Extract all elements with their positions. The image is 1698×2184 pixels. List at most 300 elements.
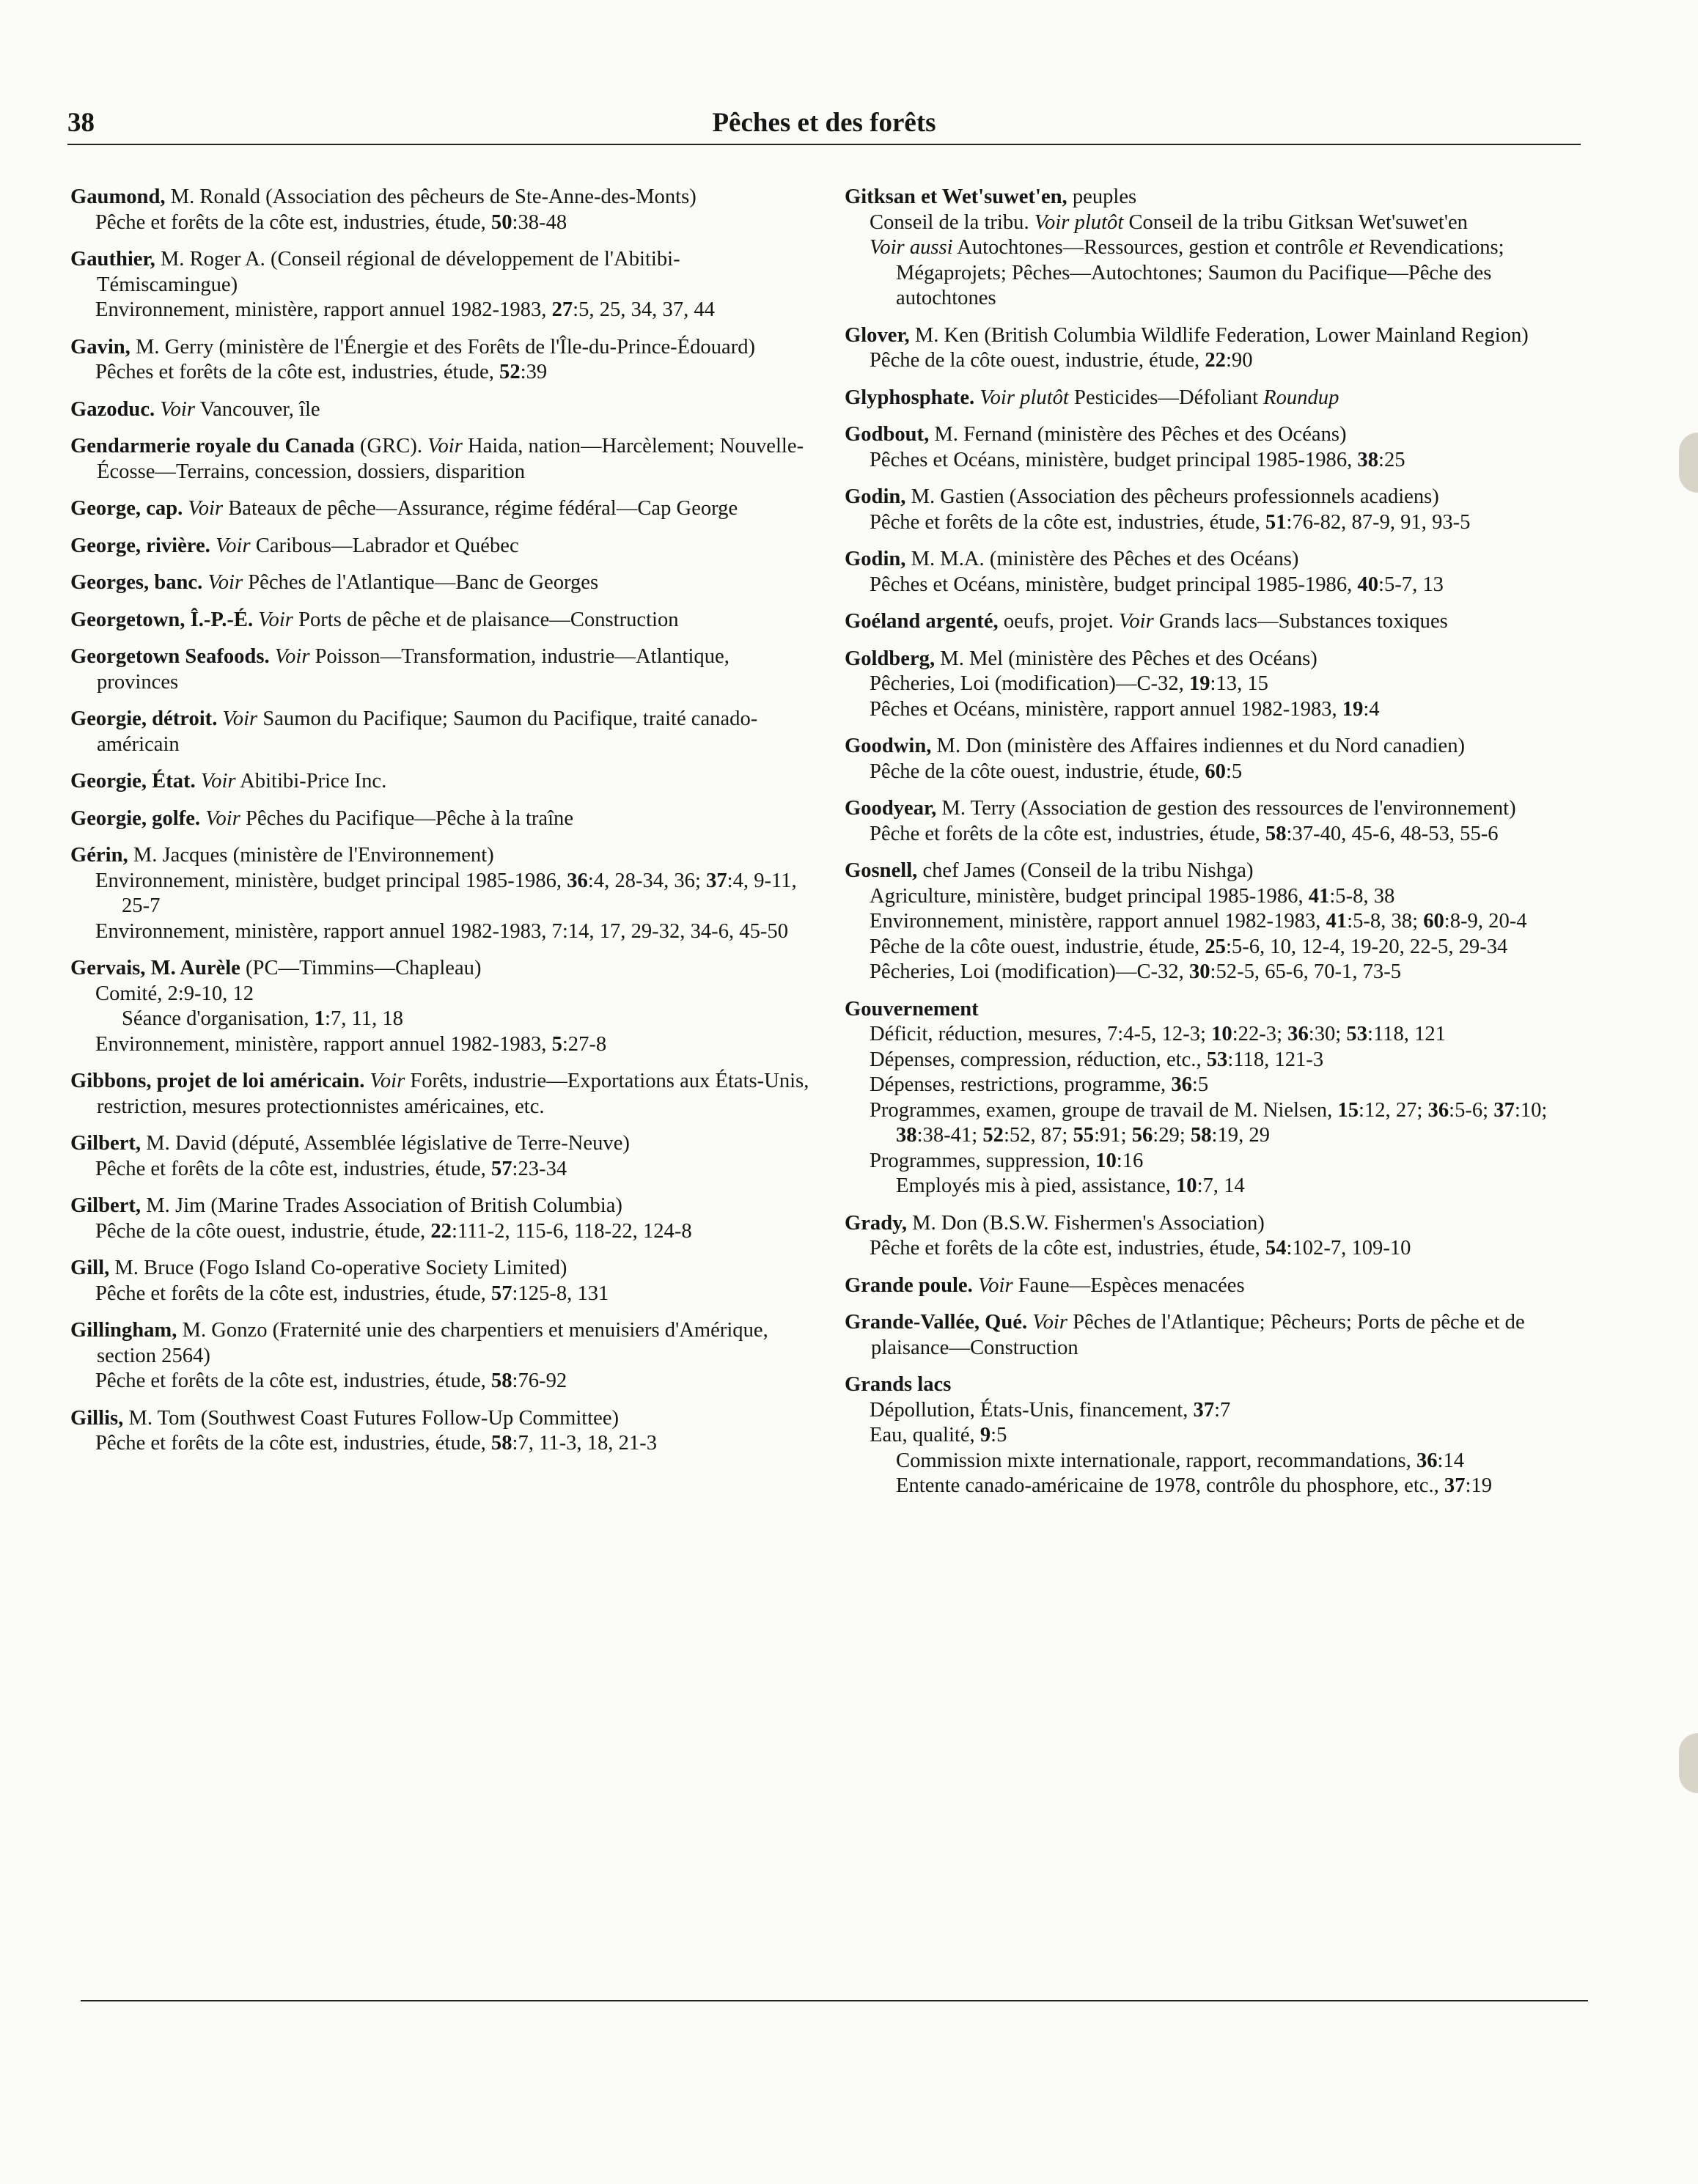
index-entry-heading <box>845 609 1587 635</box>
index-term: Gillis, <box>70 1406 124 1430</box>
index-text: :5-8, 38; <box>1347 910 1424 933</box>
index-term: Gouvernement <box>845 997 979 1021</box>
index-subsubentry <box>845 1474 1587 1499</box>
index-text: :102-7, 109-10 <box>1286 1237 1411 1260</box>
index-term: Godbout, <box>845 423 930 446</box>
footer-rule <box>81 2000 1588 2001</box>
index-entry-heading <box>845 1372 1587 1398</box>
index-term: 60 <box>1423 910 1444 933</box>
index-entry <box>845 323 1587 374</box>
index-term: Grande poule. <box>845 1273 973 1297</box>
index-entry-heading <box>70 956 811 982</box>
index-text: Haida, nation—Harcèlement; Nouvelle-Écosse—Terrains, concession, dossiers, disparition <box>97 435 804 483</box>
index-text: :25 <box>1378 448 1405 471</box>
index-term: Gillingham, <box>70 1319 177 1342</box>
index-text: oeufs, projet. <box>998 610 1120 633</box>
index-text: Grands lacs—Substances toxiques <box>1153 610 1448 633</box>
index-text: Caribous—Labrador et Québec <box>250 534 519 557</box>
index-term: 52 <box>982 1124 1004 1147</box>
index-term: 10 <box>1175 1174 1197 1197</box>
index-text: M. Gerry (ministère de l'Énergie et des Forêts de l'Île-du-Prince-Édouard) <box>130 335 756 359</box>
index-term: Georgetown, Î.-P.-É. <box>70 608 254 631</box>
index-text <box>196 770 201 793</box>
index-text: Ports de pêche et de plaisance—Construction <box>293 608 679 631</box>
index-term: 36 <box>567 869 588 892</box>
index-text: Pêche et forêts de la côte est, industries, étude, <box>95 210 491 234</box>
index-entry <box>70 1318 811 1394</box>
index-text: :38-41; <box>916 1124 983 1147</box>
index-entry-heading <box>70 434 811 485</box>
index-entry <box>845 997 1587 1199</box>
index-text: :125-8, 131 <box>512 1282 609 1305</box>
running-title: Pêches et des forêts <box>712 108 936 138</box>
index-text: Agriculture, ministère, budget principal 1985-1986, <box>870 884 1309 908</box>
index-text: :14 <box>1437 1449 1465 1472</box>
index-text: Pêches du Pacifique—Pêche à la traîne <box>240 806 574 830</box>
index-subentry <box>70 360 811 386</box>
index-entry <box>845 386 1587 411</box>
index-text: Comité, 2:9-10, 12 <box>95 982 254 1005</box>
index-text: :4, 9-11, 25-7 <box>122 869 797 917</box>
index-subsubentry <box>845 1174 1587 1199</box>
page-header <box>67 107 1581 142</box>
index-term: 25 <box>1205 935 1226 958</box>
index-text: :27-8 <box>562 1032 607 1056</box>
index-text: :12, 27; <box>1359 1098 1428 1122</box>
index-entry <box>845 485 1587 535</box>
index-term: Georgie, détroit. <box>70 707 218 730</box>
index-entry <box>845 185 1587 312</box>
index-text: :91; <box>1094 1124 1132 1147</box>
index-text: Environnement, ministère, rapport annuel 1982-1983, 7:14, 17, 29-32, 34-6, 45-50 <box>95 919 789 943</box>
index-term: 1 <box>314 1007 325 1030</box>
index-text: Saumon du Pacifique; Saumon du Pacifique, traité canado-américain <box>97 707 758 756</box>
index-text: :5 <box>1191 1073 1209 1096</box>
index-text: Pêches de l'Atlantique—Banc de Georges <box>243 571 599 594</box>
index-subentry <box>70 1219 811 1245</box>
index-entry-heading <box>845 1310 1587 1361</box>
index-term: 55 <box>1073 1124 1095 1147</box>
index-term: George, rivière. <box>70 534 210 557</box>
index-term: Godin, <box>845 548 906 570</box>
index-text: Pêche et forêts de la côte est, industries, étude, <box>95 1157 491 1180</box>
index-term: Godin, <box>845 485 906 508</box>
index-text: :76-82, 87-9, 91, 93-5 <box>1286 510 1471 534</box>
index-text: M. Gastien (Association des pêcheurs professionnels acadiens) <box>905 485 1439 508</box>
index-subentry <box>845 672 1587 697</box>
index-entry <box>70 806 811 832</box>
index-column-right <box>845 185 1587 1511</box>
index-text: Dépenses, compression, réduction, etc., <box>870 1048 1207 1071</box>
index-entry <box>70 1131 811 1182</box>
cross-reference-label: et <box>1348 236 1364 259</box>
index-text: M. Don (B.S.W. Fishermen's Association) <box>907 1211 1265 1235</box>
index-text: Pêches de l'Atlantique; Pêcheurs; Ports de pêche et de plaisance—Construction <box>871 1311 1525 1359</box>
index-text: Conseil de la tribu. <box>870 210 1034 234</box>
index-text: :29; <box>1153 1124 1191 1147</box>
index-subentry <box>845 1423 1587 1449</box>
index-term: 38 <box>1357 448 1379 471</box>
index-entry <box>70 397 811 423</box>
index-term: Gitksan et Wet'suwet'en, <box>845 185 1067 208</box>
index-text: M. Gonzo (Fraternité unie des charpentiers et menuisiers d'Amérique, section 2564) <box>97 1319 768 1367</box>
index-subsubentry <box>845 1449 1587 1474</box>
index-entry <box>845 1310 1587 1361</box>
index-text: :30; <box>1308 1023 1347 1045</box>
index-term: 5 <box>551 1032 562 1056</box>
index-term: 36 <box>1287 1023 1309 1045</box>
index-entry <box>70 1406 811 1457</box>
index-text: Pêche et forêts de la côte est, industries, étude, <box>95 1282 491 1305</box>
index-text: :111-2, 115-6, 118-22, 124-8 <box>451 1219 692 1243</box>
index-entry <box>845 547 1587 598</box>
index-entry-heading <box>70 496 811 522</box>
index-text: :5 <box>1225 760 1243 783</box>
cross-reference-label: Voir <box>215 534 251 557</box>
index-text: M. Ronald (Association des pêcheurs de Ste-Anne-des-Monts) <box>165 185 697 208</box>
index-text: Poisson—Transformation, industrie—Atlantique, provinces <box>97 645 729 694</box>
index-entry <box>70 707 811 757</box>
index-subentry <box>70 210 811 236</box>
index-term: 37 <box>1444 1474 1466 1497</box>
index-text: Pêche et forêts de la côte est, industries, étude, <box>95 1369 491 1392</box>
index-term: 60 <box>1205 760 1226 783</box>
index-entry-heading <box>70 1318 811 1369</box>
index-term: Gervais, M. Aurèle <box>70 957 240 979</box>
index-term: Gérin, <box>70 844 128 867</box>
index-text: Pêches et Océans, ministère, budget principal 1985-1986, <box>870 448 1358 471</box>
index-entry <box>70 570 811 596</box>
index-text: Entente canado-américaine de 1978, contrôle du phosphore, etc., <box>896 1474 1444 1497</box>
index-entry <box>845 734 1587 784</box>
index-term: Gazoduc. <box>70 397 155 421</box>
index-term: 15 <box>1337 1098 1359 1122</box>
index-entry <box>70 247 811 323</box>
index-text: Programmes, examen, groupe de travail de M. Nielsen, <box>870 1098 1338 1122</box>
index-subentry <box>70 1431 811 1457</box>
cross-reference-label: Voir <box>160 397 195 421</box>
index-text: Autochtones—Ressources, gestion et contrôle <box>952 236 1349 259</box>
index-text: Forêts, industrie—Exportations aux États-Unis, restriction, mesures protectionnistes américaines, etc. <box>97 1070 809 1118</box>
index-subentry <box>70 298 811 323</box>
index-text: :4, 28-34, 36; <box>587 869 707 892</box>
index-text: Eau, qualité, <box>870 1424 980 1446</box>
index-entry-heading <box>845 422 1587 448</box>
index-text: M. Jim (Marine Trades Association of British Columbia) <box>141 1194 622 1217</box>
index-term: 52 <box>499 361 521 383</box>
index-text: Pêches et Océans, ministère, budget principal 1985-1986, <box>870 573 1358 596</box>
index-entry <box>845 422 1587 473</box>
index-term: Georgetown Seafoods. <box>70 645 270 668</box>
index-text: :90 <box>1225 349 1253 372</box>
index-entry <box>70 335 811 386</box>
index-text: :10; <box>1514 1098 1548 1122</box>
index-subentry <box>70 982 811 1007</box>
index-entry-heading <box>70 769 811 795</box>
index-entry-heading <box>70 1256 811 1282</box>
index-text: Employés mis à pied, assistance, <box>896 1174 1176 1197</box>
index-subentry <box>845 573 1587 598</box>
index-text: :39 <box>520 361 548 383</box>
index-entry-heading <box>845 323 1587 349</box>
index-text <box>210 534 216 557</box>
index-term: 41 <box>1326 910 1348 933</box>
index-term: 37 <box>706 869 727 892</box>
index-term: Gosnell, <box>845 859 918 882</box>
index-term: Gaumond, <box>70 185 166 208</box>
index-term: 58 <box>1265 822 1287 845</box>
index-text: Déficit, réduction, mesures, 7:4-5, 12-3; <box>870 1023 1212 1045</box>
index-subentry <box>845 210 1587 236</box>
index-text: :4 <box>1363 697 1380 721</box>
index-text: Pêche de la côte ouest, industrie, étude, <box>870 349 1205 372</box>
index-entry-heading <box>70 1406 811 1432</box>
index-term: 10 <box>1211 1023 1232 1045</box>
index-entry-heading <box>70 247 811 298</box>
index-subentry <box>845 235 1587 312</box>
index-text: :52-5, 65-6, 70-1, 73-5 <box>1210 960 1402 983</box>
index-subentry <box>70 1282 811 1307</box>
index-text: :5-6, 10, 12-4, 19-20, 22-5, 29-34 <box>1225 935 1508 958</box>
index-text: :7, 11-3, 18, 21-3 <box>512 1432 658 1455</box>
index-text: :38-48 <box>512 210 567 234</box>
index-text: Séance d'organisation, <box>122 1007 315 1030</box>
index-entry-heading <box>70 707 811 757</box>
index-text: Pêches et forêts de la côte est, industries, étude, <box>95 361 500 383</box>
index-text: (PC—Timmins—Chapleau) <box>240 957 482 979</box>
index-text: Pêche de la côte ouest, industrie, étude, <box>870 935 1205 958</box>
cross-reference-label: Voir <box>427 435 463 457</box>
index-term: Gavin, <box>70 335 131 359</box>
index-term: 54 <box>1265 1237 1287 1260</box>
index-text: :13, 15 <box>1210 672 1268 695</box>
index-term: 57 <box>490 1157 512 1180</box>
index-term: Glover, <box>845 323 910 347</box>
index-term: 19 <box>1188 672 1210 695</box>
index-entry <box>845 1273 1587 1299</box>
index-entry <box>70 1069 811 1119</box>
index-term: 9 <box>980 1424 991 1446</box>
index-entry-heading <box>70 843 811 869</box>
index-subentry <box>845 884 1587 910</box>
index-entry-heading <box>845 858 1587 884</box>
index-text: Pêche et forêts de la côte est, industries, étude, <box>870 1237 1265 1260</box>
index-entry <box>70 534 811 559</box>
index-text <box>270 645 275 668</box>
index-entry <box>845 796 1587 847</box>
cross-reference-label: Voir aussi <box>870 236 953 259</box>
index-term: 36 <box>1427 1098 1449 1122</box>
index-term: 57 <box>490 1282 512 1305</box>
index-text: Pêcheries, Loi (modification)—C-32, <box>870 960 1189 983</box>
index-term: 58 <box>490 1432 512 1455</box>
index-entry-heading <box>845 796 1587 822</box>
index-term: George, cap. <box>70 497 183 520</box>
index-text: :118, 121 <box>1367 1023 1446 1045</box>
index-text: :7 <box>1214 1398 1231 1422</box>
index-entry <box>70 1194 811 1244</box>
index-entry-heading <box>845 734 1587 760</box>
cross-reference-label: Voir <box>200 770 236 793</box>
index-subentry <box>70 919 811 945</box>
index-term: 53 <box>1346 1023 1367 1045</box>
index-entry-heading <box>845 185 1587 210</box>
index-entry-heading <box>70 1069 811 1119</box>
index-entry-heading <box>845 997 1587 1023</box>
index-text: :52, 87; <box>1003 1124 1073 1147</box>
index-term: 22 <box>430 1219 452 1243</box>
index-entry <box>70 956 811 1057</box>
index-text <box>364 1070 370 1092</box>
index-subentry <box>845 960 1587 985</box>
index-term: 50 <box>490 210 512 234</box>
index-term: Georgie, État. <box>70 770 196 793</box>
index-entry-heading <box>70 806 811 832</box>
index-entry <box>845 1211 1587 1262</box>
index-text: Bateaux de pêche—Assurance, régime fédéral—Cap George <box>223 497 738 520</box>
cross-reference-label: Voir <box>258 608 293 631</box>
index-term: 41 <box>1308 884 1330 908</box>
index-term: Grady, <box>845 1211 907 1235</box>
index-term: Grands lacs <box>845 1373 952 1396</box>
index-subentry <box>845 448 1587 474</box>
index-text: M. Don (ministère des Affaires indiennes et du Nord canadien) <box>931 735 1466 757</box>
index-text: M. Ken (British Columbia Wildlife Federation, Lower Mainland Region) <box>909 323 1529 347</box>
index-entry <box>845 858 1587 985</box>
index-text: Vancouver, île <box>195 397 320 421</box>
index-text: Pêche et forêts de la côte est, industries, étude, <box>870 510 1265 534</box>
index-text: Programmes, suppression, <box>870 1149 1096 1172</box>
index-subentry <box>70 1369 811 1394</box>
index-subentry <box>845 1022 1587 1048</box>
index-entry <box>70 843 811 944</box>
index-subentry <box>845 935 1587 960</box>
index-text: M. Fernand (ministère des Pêches et des Océans) <box>929 423 1347 446</box>
index-entry-heading <box>70 397 811 423</box>
index-text: :5, 25, 34, 37, 44 <box>573 298 715 321</box>
index-term: Gill, <box>70 1257 110 1279</box>
index-term: 58 <box>490 1369 512 1392</box>
index-text: :5 <box>991 1424 1007 1446</box>
index-text: Environnement, ministère, budget principal 1985-1986, <box>95 869 567 892</box>
index-entry-heading <box>70 570 811 596</box>
index-term: Gendarmerie royale du Canada <box>70 435 355 457</box>
index-term: Georgie, golfe. <box>70 806 201 830</box>
index-term: 37 <box>1493 1098 1515 1122</box>
index-entry <box>845 609 1587 635</box>
index-text: Revendications; Mégaprojets; Pêches—Autochtones; Saumon du Pacifique—Pêche des autochtones <box>896 236 1504 309</box>
index-term: 10 <box>1095 1149 1117 1172</box>
index-text: M. Terry (Association de gestion des ressources de l'environnement) <box>936 797 1516 820</box>
index-term: 36 <box>1416 1449 1438 1472</box>
index-term: Goldberg, <box>845 647 936 670</box>
index-text: Pêches et Océans, ministère, rapport annuel 1982-1983, <box>870 697 1342 721</box>
index-subentry <box>845 760 1587 785</box>
index-subentry <box>845 822 1587 848</box>
index-term: Georges, banc. <box>70 571 203 594</box>
cross-reference-label: Voir <box>222 707 258 730</box>
index-text: Pesticides—Défoliant <box>1068 386 1264 409</box>
index-entry-heading <box>845 647 1587 672</box>
index-text: :19, 29 <box>1211 1124 1270 1147</box>
index-term: Grande-Vallée, Qué. <box>845 1311 1028 1334</box>
index-entry <box>70 434 811 485</box>
binding-hole-mark <box>1679 1733 1698 1793</box>
index-term: 38 <box>896 1124 917 1147</box>
index-text: M. Roger A. (Conseil régional de développement de l'Abitibi-Témiscamingue) <box>97 248 680 296</box>
index-entry <box>845 1372 1587 1499</box>
index-text <box>973 1274 978 1297</box>
index-entry-heading <box>845 1273 1587 1299</box>
index-subentry <box>845 1048 1587 1073</box>
index-entry-heading <box>845 485 1587 510</box>
index-text: M. Tom (Southwest Coast Futures Follow-Up Committee) <box>123 1406 620 1430</box>
index-text: Environnement, ministère, rapport annuel 1982-1983, <box>870 910 1326 933</box>
index-text: Pêche de la côte ouest, industrie, étude, <box>95 1219 431 1243</box>
index-term: Goodwin, <box>845 735 932 757</box>
index-term: 22 <box>1205 349 1226 372</box>
index-entry <box>845 647 1587 723</box>
index-text: chef James (Conseil de la tribu Nishga) <box>917 859 1254 882</box>
index-entry-heading <box>70 1194 811 1219</box>
index-entry-heading <box>845 547 1587 573</box>
index-text: :22-3; <box>1232 1023 1288 1045</box>
index-text: M. Bruce (Fogo Island Co-operative Society Limited) <box>109 1257 567 1279</box>
index-text: M. M.A. (ministère des Pêches et des Océans) <box>905 548 1299 570</box>
index-entry-heading <box>845 1211 1587 1237</box>
index-entry-heading <box>70 644 811 695</box>
index-entry <box>70 1256 811 1306</box>
index-text: Pêche de la côte ouest, industrie, étude, <box>870 760 1205 783</box>
header-rule <box>67 144 1581 145</box>
index-term: Gibbons, projet de loi américain. <box>70 1070 365 1092</box>
cross-reference-label: Voir <box>205 806 240 830</box>
index-term: 56 <box>1131 1124 1153 1147</box>
index-text: :8-9, 20-4 <box>1444 910 1527 933</box>
binding-hole-mark <box>1679 433 1698 493</box>
index-text: :16 <box>1116 1149 1144 1172</box>
index-entry-heading <box>70 608 811 633</box>
index-text: Dépollution, États-Unis, financement, <box>870 1398 1194 1422</box>
index-text: Pêcheries, Loi (modification)—C-32, <box>870 672 1189 695</box>
index-text: Faune—Espèces menacées <box>1012 1273 1245 1297</box>
index-subentry <box>845 697 1587 723</box>
index-subentry <box>845 510 1587 536</box>
index-subentry <box>845 1098 1587 1149</box>
index-text: :37-40, 45-6, 48-53, 55-6 <box>1286 822 1499 845</box>
index-text: M. Jacques (ministère de l'Environnement) <box>128 844 494 867</box>
index-subentry <box>845 348 1587 374</box>
page-number: 38 <box>67 108 95 138</box>
index-term: Gilbert, <box>70 1194 142 1217</box>
index-text: Pêche et forêts de la côte est, industries, étude, <box>95 1432 491 1455</box>
index-term: 36 <box>1171 1073 1192 1096</box>
index-entry-heading <box>845 386 1587 411</box>
index-entry-heading <box>70 1131 811 1157</box>
index-text: Environnement, ministère, rapport annuel 1982-1983, <box>95 1032 552 1056</box>
index-entry-heading <box>70 534 811 559</box>
index-text: :7, 11, 18 <box>325 1007 403 1030</box>
index-term: Gilbert, <box>70 1132 142 1155</box>
index-subentry <box>845 1073 1587 1098</box>
index-text: :5-7, 13 <box>1378 573 1444 596</box>
index-term: 53 <box>1206 1048 1228 1071</box>
index-text: Abitibi-Price Inc. <box>235 770 387 793</box>
index-text <box>217 707 222 730</box>
index-term: Goodyear, <box>845 797 937 820</box>
index-text: Commission mixte internationale, rapport, recommandations, <box>896 1449 1416 1472</box>
index-text: :7, 14 <box>1197 1174 1245 1197</box>
